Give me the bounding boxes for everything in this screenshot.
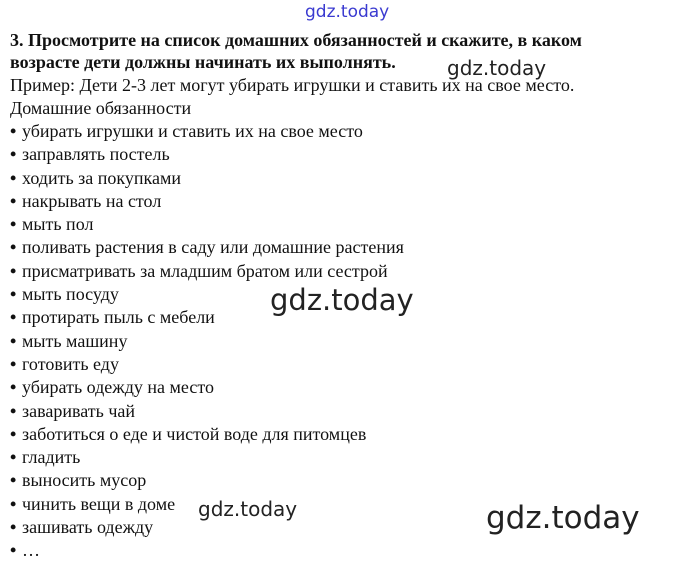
bullet-icon: • bbox=[10, 330, 17, 351]
list-heading: Домашние обязанности bbox=[10, 98, 192, 118]
bullet-icon: • bbox=[10, 540, 17, 561]
bullet-icon: • bbox=[10, 167, 17, 188]
bullet-icon: • bbox=[10, 470, 17, 491]
watermark: gdz.today bbox=[447, 56, 547, 80]
bullet-icon: • bbox=[10, 517, 17, 538]
list-item: • заправлять постель bbox=[10, 144, 170, 165]
bullet-icon: • bbox=[10, 400, 17, 421]
task-line-2: возрасте дети должны начинать их выполнять. bbox=[10, 52, 396, 72]
watermark: gdz.today bbox=[270, 283, 414, 317]
list-item: • поливать растения в саду или домашние растения bbox=[10, 237, 404, 258]
list-item: • готовить еду bbox=[10, 353, 119, 374]
list-item: • убирать одежду на место bbox=[10, 377, 214, 398]
list-item: • зашивать одежду bbox=[10, 517, 154, 538]
list-item: • мыть пол bbox=[10, 214, 94, 235]
list-item: • убирать игрушки и ставить их на свое место bbox=[10, 121, 363, 141]
bullet-icon: • bbox=[10, 190, 17, 211]
watermark: gdz.today bbox=[486, 500, 640, 536]
list-item: • … bbox=[10, 540, 40, 561]
bullet-icon: • bbox=[10, 260, 17, 281]
watermark: gdz.today bbox=[198, 497, 298, 521]
list-item: • мыть машину bbox=[10, 330, 128, 351]
example-sentence: Пример: Дети 2-3 лет могут убирать игрушки и ставить их на свое место. bbox=[10, 75, 575, 95]
bullet-icon: • bbox=[10, 144, 17, 165]
task-line-1: 3. Просмотрите на список домашних обязанностей и скажите, в каком bbox=[10, 30, 582, 50]
bullet-icon: • bbox=[10, 377, 17, 398]
bullet-icon: • bbox=[10, 353, 17, 374]
watermark: gdz.today bbox=[305, 2, 390, 22]
list-item: • мыть посуду bbox=[10, 284, 119, 305]
bullet-icon: • bbox=[10, 447, 17, 468]
list-item: • протирать пыль с мебели bbox=[10, 307, 215, 328]
list-item: • заваривать чай bbox=[10, 400, 136, 421]
bullet-icon: • bbox=[10, 284, 17, 305]
bullet-icon: • bbox=[10, 237, 17, 258]
list-item: • чинить вещи в доме bbox=[10, 493, 176, 514]
list-item: • гладить bbox=[10, 447, 81, 468]
list-item: • присматривать за младшим братом или сестрой bbox=[10, 260, 388, 281]
list-item: • заботиться о еде и чистой воде для питомцев bbox=[10, 423, 367, 444]
bullet-icon: • bbox=[10, 121, 17, 141]
bullet-icon: • bbox=[10, 307, 17, 328]
bullet-icon: • bbox=[10, 423, 17, 444]
task-instruction bbox=[10, 29, 686, 73]
bullet-icon: • bbox=[10, 214, 17, 235]
list-item: • накрывать на стол bbox=[10, 190, 162, 211]
list-item: • выносить мусор bbox=[10, 470, 147, 491]
bullet-icon: • bbox=[10, 493, 17, 514]
list-item: • ходить за покупками bbox=[10, 167, 182, 188]
